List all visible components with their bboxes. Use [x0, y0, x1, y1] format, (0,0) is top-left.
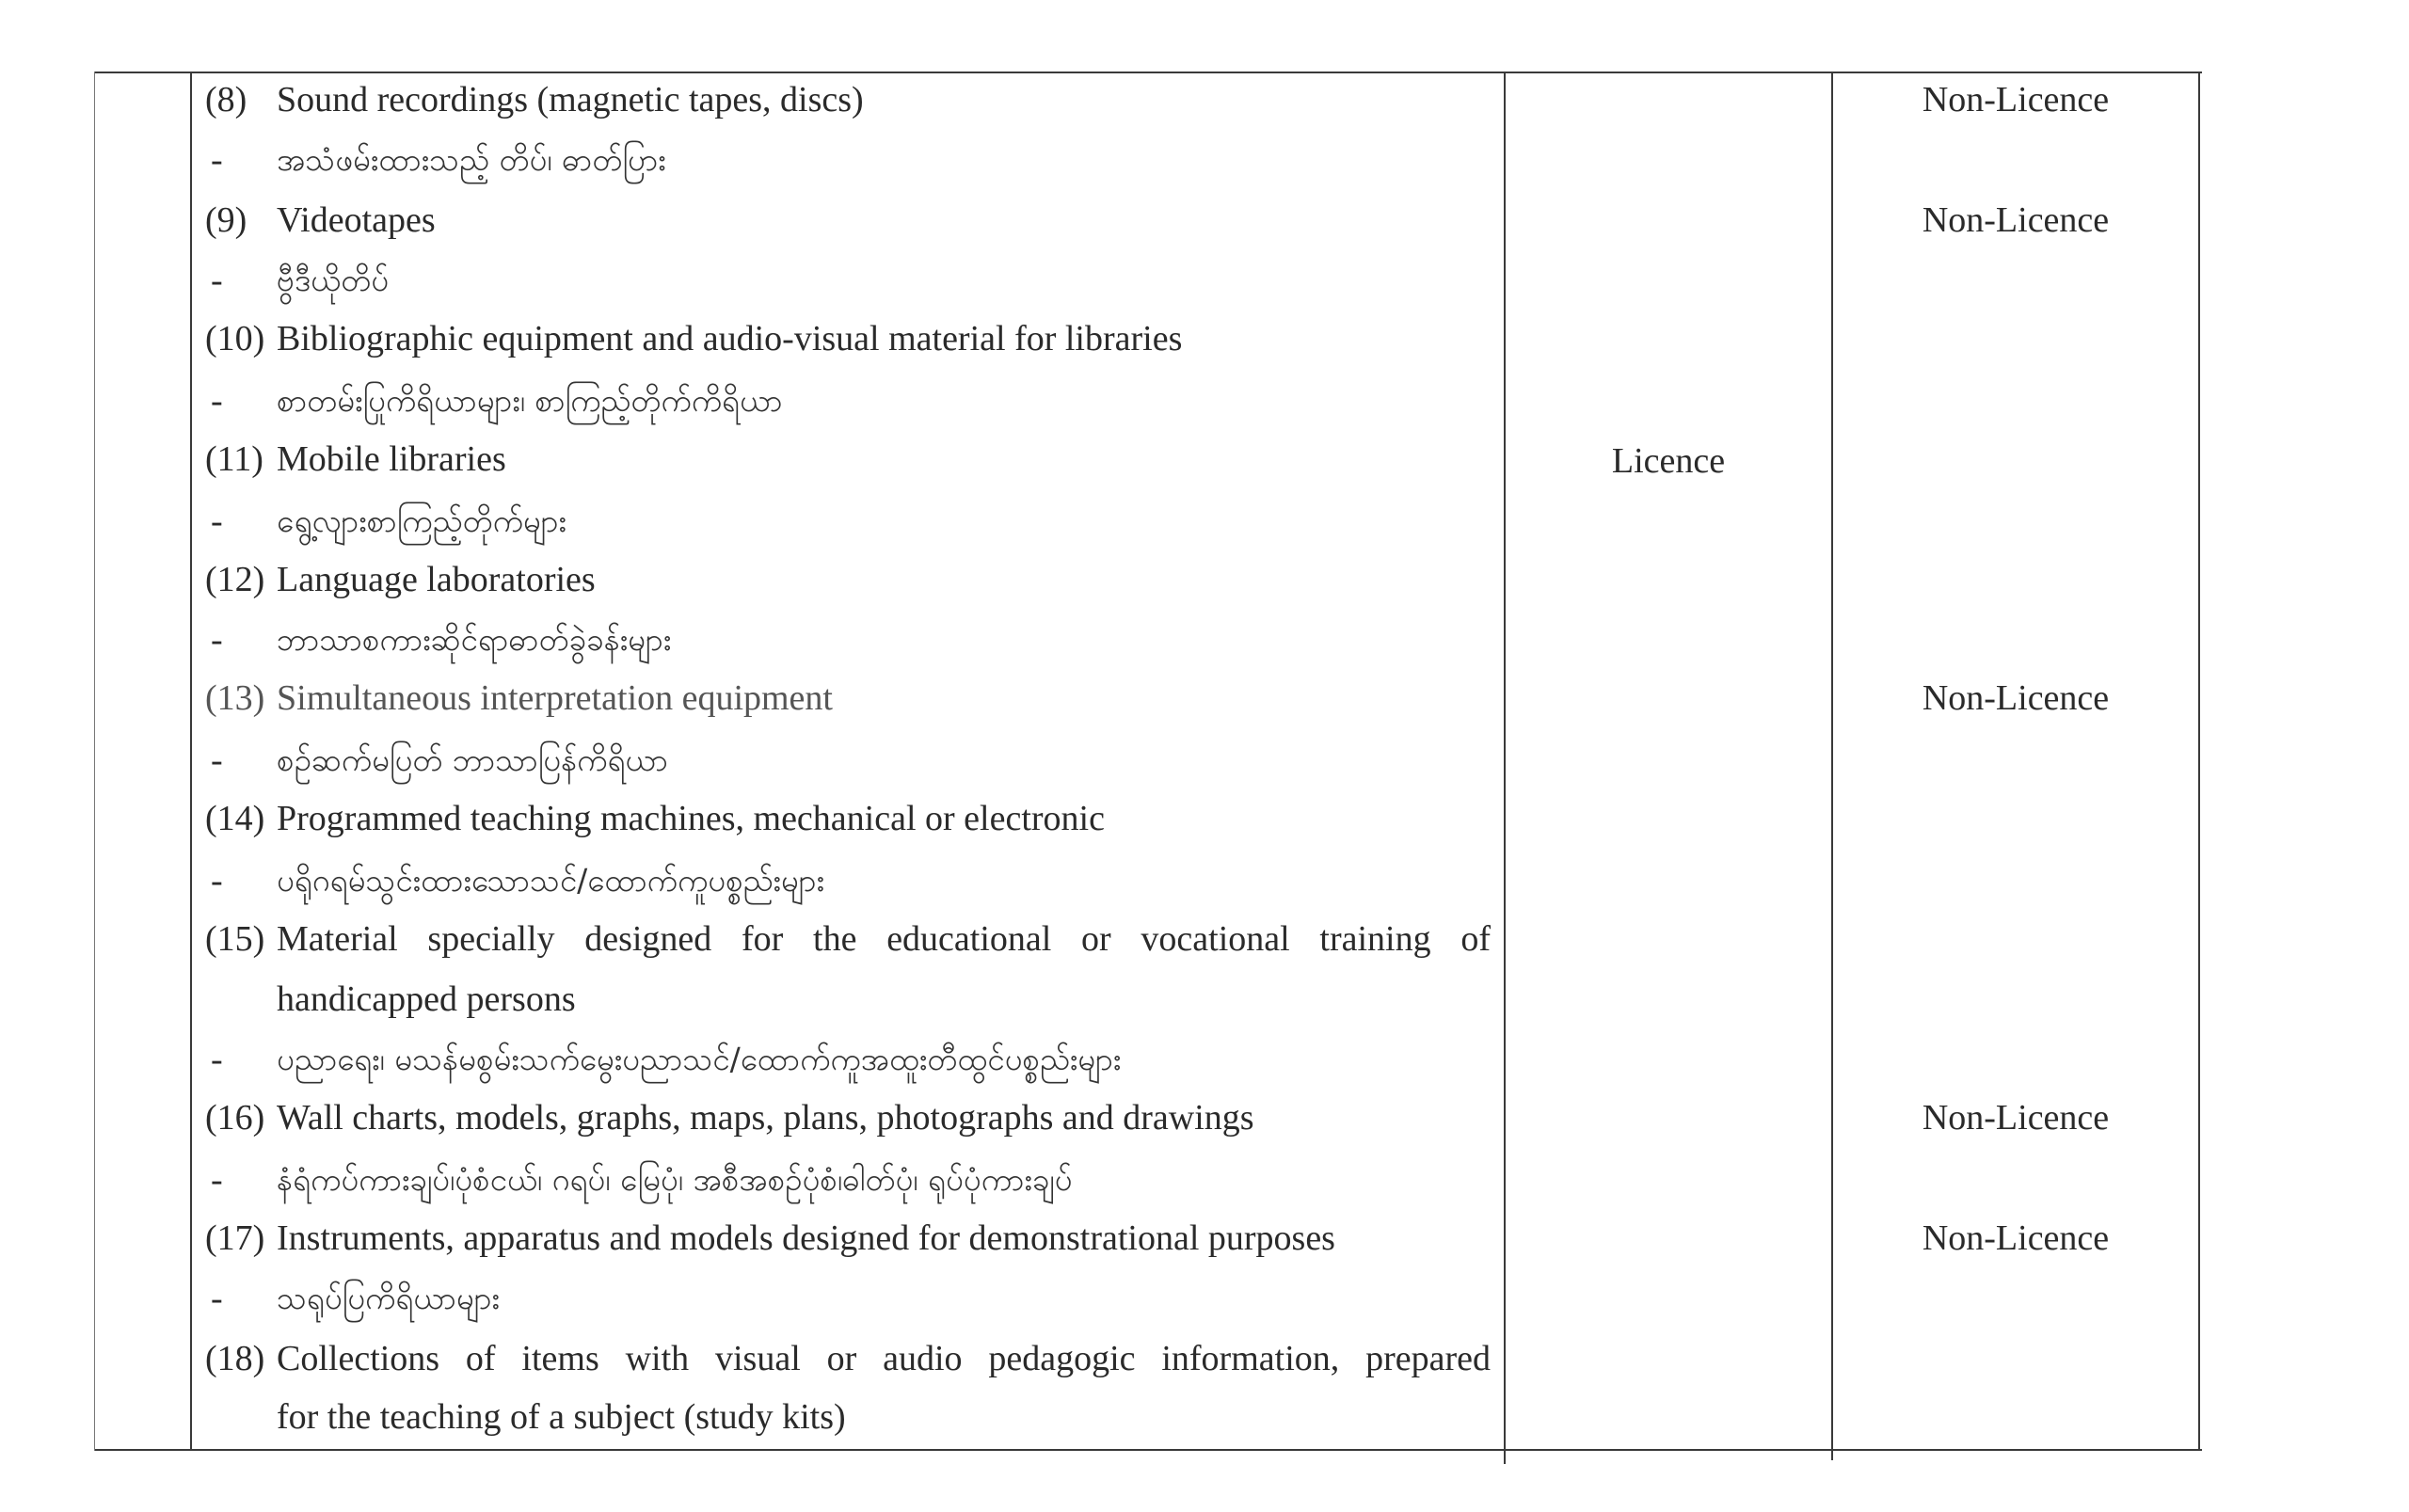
table-inner-border	[190, 72, 192, 1451]
item-number: (15)	[205, 919, 265, 959]
status-label: Non-Licence	[1922, 80, 2110, 119]
item-number: (18)	[205, 1339, 265, 1378]
item-myanmar-text: ဘာသာစကားဆိုင်ရာဓာတ်ခွဲခန်းများ	[277, 621, 672, 658]
item-myanmar-text: ဗွီဒီယိုတိပ်	[277, 262, 390, 298]
dash-marker: -	[211, 861, 223, 900]
item-english-text: Programmed teaching machines, mechanical or electronic	[277, 799, 1105, 838]
table-bottom-border	[94, 1449, 2202, 1451]
item-english-text: Material specially designed for the educational or vocational training of	[277, 919, 1491, 959]
item-number: (11)	[205, 439, 263, 479]
item-myanmar-text: စဉ်ဆက်မပြတ် ဘာသာပြန်ကိရိယာ	[277, 741, 668, 778]
dash-marker: -	[211, 740, 223, 780]
item-myanmar-text: ပရိုဂရမ်သွင်းထားသောသင်/ထောက်ကူပစ္စည်းများ	[277, 862, 824, 899]
item-english-text: Wall charts, models, graphs, maps, plans, photographs and drawings	[277, 1098, 1254, 1138]
item-number: (9)	[205, 200, 247, 240]
item-myanmar-text: အသံဖမ်းထားသည့် တိပ်၊ ဓာတ်ပြား	[277, 141, 666, 178]
dash-marker: -	[211, 620, 223, 660]
dash-marker: -	[211, 140, 223, 180]
dash-marker: -	[211, 381, 223, 421]
item-myanmar-text: ရွေ့လျားစာကြည့်တိုက်များ	[277, 502, 566, 539]
item-myanmar-text: စာတမ်းပြုကိရိယာများ၊ စာကြည့်တိုက်ကိရိယာ	[277, 382, 783, 419]
status-label: Non-Licence	[1922, 1218, 2110, 1258]
item-english-text: Simultaneous interpretation equipment	[277, 678, 833, 718]
item-english-text-continued: for the teaching of a subject (study kits)	[277, 1397, 846, 1437]
item-english-text: Instruments, apparatus and models designed for demonstrational purposes	[277, 1218, 1335, 1258]
column-divider-1	[1504, 72, 1506, 1464]
status-label: Non-Licence	[1922, 678, 2110, 718]
item-myanmar-text: သရုပ်ပြကိရိယာများ	[277, 1280, 500, 1316]
item-number: (16)	[205, 1098, 265, 1138]
item-number: (10)	[205, 319, 265, 358]
item-english-text: Collections of items with visual or audio pedagogic information, prepared	[277, 1339, 1491, 1378]
status-label: Non-Licence	[1922, 1098, 2110, 1138]
table-left-border	[94, 72, 95, 1451]
item-english-text-continued: handicapped persons	[277, 979, 576, 1019]
dash-marker: -	[211, 261, 223, 300]
item-myanmar-text: ပညာရေး၊ မသန်မစွမ်းသက်မွေးပညာသင်/ထောက်ကူအထူးတီထွင်ပစ္စည်းများ	[277, 1041, 1122, 1077]
item-number: (12)	[205, 560, 265, 599]
item-english-text: Language laboratories	[277, 560, 596, 599]
item-number: (8)	[205, 80, 247, 119]
table-top-border	[94, 72, 2202, 73]
item-number: (13)	[205, 678, 265, 718]
item-english-text: Sound recordings (magnetic tapes, discs)	[277, 80, 864, 119]
item-english-text: Bibliographic equipment and audio-visual material for libraries	[277, 319, 1183, 358]
item-english-text: Mobile libraries	[277, 439, 506, 479]
item-number: (14)	[205, 799, 265, 838]
dash-marker: -	[211, 1040, 223, 1079]
table-right-border	[2198, 72, 2200, 1451]
status-label: Non-Licence	[1922, 200, 2110, 240]
item-english-text: Videotapes	[277, 200, 436, 240]
dash-marker: -	[211, 501, 223, 541]
licence-label: Licence	[1611, 441, 1726, 481]
dash-marker: -	[211, 1279, 223, 1318]
item-number: (17)	[205, 1218, 265, 1258]
dash-marker: -	[211, 1160, 223, 1200]
item-myanmar-text: နံရံကပ်ကားချပ်၊ပုံစံငယ်၊ ဂရပ်၊ မြေပုံ၊ အစီအစဉ်ပုံစံ၊ဓါတ်ပုံ၊ ရုပ်ပုံကားချပ်	[277, 1161, 1073, 1198]
